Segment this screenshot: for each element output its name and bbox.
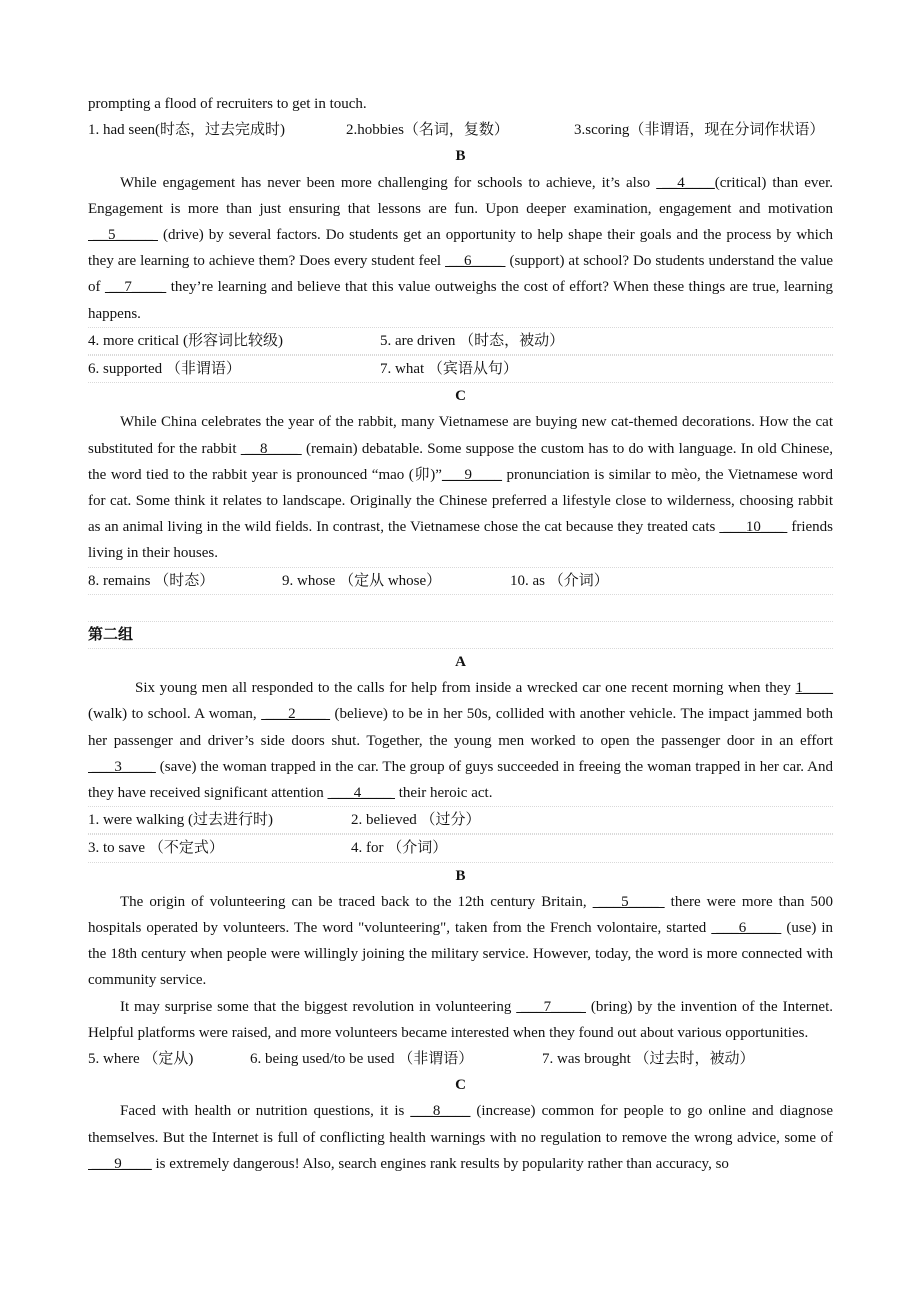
group-2-title: 第二组 [88,621,833,649]
g2-answer-6: 6. being used/to be used （非谓语） [250,1051,474,1068]
answer-8: 8. remains （时态） [88,572,215,589]
group2-passage-b-para2: It may surprise some that the biggest revolution in volunteering ___7____ (bring) by the invention of the Internet. Helpful platforms were raised, and more volunteers became interested when they found out about various opportunities. [88,998,833,1041]
answers-c-row [88,567,833,595]
blank-g2-6[interactable]: ___6____ [711,920,782,936]
answer-9: 9. whose （定从 whose） [282,572,442,589]
group2-passage-a: Six young men all responded to the calls for help from inside a wrecked car one recent morning when they 1____ (walk) to school. A woman, ___2____ (believe) to be in her 50s, collided with another vehicle. The impact jammed both her passenger and driver’s side doors shut. Together, the young men worked to open the passenger door in an effort ___3____ (save) the woman trapped in the car. The group of guys succeeded in freeing the woman trapped in her car. And they have received significant attention ___4____ their heroic act. [88,680,833,802]
g2-answer-3: 3. to save （不定式） [88,840,224,857]
passage-c: While China celebrates the year of the rabbit, many Vietnamese are buying new cat-themed decorations. How the cat substituted for the rabbit __8____ (remain) debatable. Some suppose the custom has to do with language. In old Chinese, the word tied to the rabbit year is pronounced “mao (卯)”___9____ pronunciation is similar to mèo, the Vietnamese word for cat. Some think it relates to landscape. Originally the Chinese preferred a lifestyle close to wilderness, choosing rabbit as an animal living in the wild fields. In contrast, the Vietnamese chose the cat because they treated cats ___10___ friends living in their houses. [88,414,834,562]
section-b-heading: B [455,148,466,165]
intro-line: prompting a flood of recruiters to get in touch. [88,96,367,112]
g2-answer-7: 7. was brought （过去时，被动） [542,1051,755,1068]
group2-section-a-heading: A [455,654,466,670]
document-page [88,91,833,1177]
group2-passage-b-para1: The origin of volunteering can be traced back to the 12th century Britain, ___5____ there were more than 500 hospitals operated by volunteers. The word "volunteering", taken from the French volontaire, started ___6____ (use) in the 18th century when people were willingly joining the military service. However, today, the word is more connected with community service. [88,893,834,989]
answer-3: 3.scoring（非谓语，现在分词作状语） [574,122,825,139]
blank-g2-4[interactable]: ___4____ [327,785,395,802]
blank-9[interactable]: ___9____ [441,466,502,483]
section-c-heading: C [455,388,466,405]
blank-g2-9[interactable]: ___9____ [88,1155,152,1172]
group2-section-b-heading: B [455,867,466,884]
answers-b-row1 [88,327,833,355]
g2-answer-1: 1. were walking (过去进行时) [88,812,273,829]
blank-7[interactable]: __7____ [104,279,167,296]
group2-section-c-heading: C [455,1077,466,1094]
blank-10[interactable]: ___10___ [719,519,788,536]
section1-answers [88,117,833,143]
blank-g2-2[interactable]: ___2____ [261,706,331,723]
answer-7: 7. what （宾语从句） [380,361,518,377]
blank-4[interactable]: __4____ [656,174,715,191]
answer-4: 4. more critical (形容词比较级) [88,332,283,349]
group2-answers-a-row2 [88,834,833,862]
blank-g2-8[interactable]: ___8____ [410,1103,471,1120]
answers-b-row2 [88,355,833,383]
group2-answers-b-row [88,1046,833,1072]
answer-5: 5. are driven （时态，被动） [380,332,565,349]
blank-8[interactable]: __8____ [240,440,302,457]
answer-1: 1. had seen(时态，过去完成时) [88,122,286,139]
blank-g2-3[interactable]: ___3____ [88,758,156,775]
g2-answer-5: 5. where （定从) [88,1051,194,1068]
g2-answer-2: 2. believed （过分） [351,812,481,829]
group2-passage-c: Faced with health or nutrition questions, it is ___8____ (increase) common for people to go online and diagnose themselves. But the Internet is full of conflicting health warnings with no regulation to remove the wrong advice, some of ___9____ is extremely dangerous! Also, search engines rank results by popularity rather than accuracy, so [88,1103,833,1172]
group2-answers-a-row1 [88,806,833,834]
answer-2: 2.hobbies（名词，复数） [346,122,509,139]
blank-5[interactable]: __5_____ [88,227,158,243]
g2-answer-4: 4. for （介词） [351,840,448,857]
passage-b: While engagement has never been more challenging for schools to achieve, it’s also __4____(critical) than ever. Engagement is more than just ensuring that lessons are fun. Upon deeper examination, engagement and motivation __5_____ (drive) by several factors. Do students get an opportunity to help shape their goals and the process by which they are learning to achieve them? Does every student feel __6____ (support) at school? Do students understand the value of __7____ they’re learning and believe that this value outweighs the cost of effort? When these things are true, learning happens. [88,174,834,322]
answer-6: 6. supported （非谓语） [88,361,241,377]
answer-10: 10. as （介词） [510,572,609,589]
blank-g2-7[interactable]: ___7____ [516,998,586,1015]
blank-g2-5[interactable]: ___5____ [592,893,665,910]
blank-g2-1[interactable]: 1____ [795,680,833,697]
blank-6[interactable]: __6____ [445,253,506,270]
